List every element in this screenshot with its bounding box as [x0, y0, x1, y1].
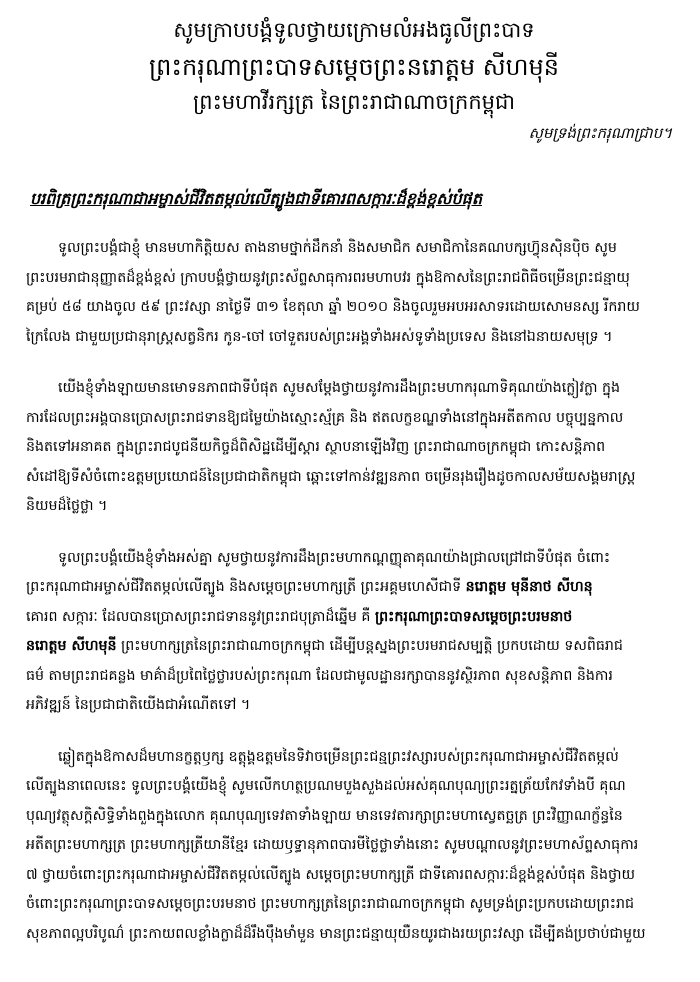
paragraph-line: បុណ្យវត្ថុសក្តិសិទ្ធិទាំងពួងក្នុងលោក គុណបុណ្យទេវតាទាំងឡាយ មានទេវតារក្សាព្រះមហាស្វេតច្ឆត្រ ព្រះវិញ្ញាណក្ខ័ន្ធនៃ: [26, 807, 623, 824]
paragraph-4: [26, 743, 682, 950]
king-royal-title: ព្រះករុណាព្រះបាទសម្តេចព្រះបរមនាថ: [374, 608, 573, 625]
salutation-line: សូមក្រាបបង្គំទូលថ្វាយក្រោមលំអងធូលីព្រះបាទ: [173, 18, 535, 42]
paragraph-line: ចំពោះព្រះករុណាព្រះបាទសម្តេចព្រះបរមនាថ ព្រះមហាក្សត្រនៃព្រះរាជាណាចក្រកម្ពុជា សូមទ្រង់ព្រះប្រកបដោយព្រះរាជ: [26, 896, 635, 912]
paragraph-line: [26, 632, 682, 662]
paragraph-line: ព្រះបរមរាជានុញ្ញាតដ៏ខ្ពង់ខ្ពស់ ក្រាបបង្គំថ្វាយនូវព្រះស័ព្ទសាធុការពរមហាបវរ ក្នុងឱកាសនៃព្រះរាជពិធីចម្រើនព្រះជន្មាយុ: [26, 269, 630, 286]
line-text: ព្រះមហាក្សត្រនៃព្រះរាជាណាចក្រកម្ពុជា ដើម្បីបន្តស្នងព្រះបរមរាជសម្បត្តិ ប្រកបដោយ ទសពិធរាជ: [121, 638, 623, 654]
closing-formula: សូមទ្រង់ព្រះករុណាជ្រាប។: [528, 124, 672, 142]
paragraph-line: ធម៌ តាមព្រះរាជគន្លង មាគ៌ាដ៏ប្រពៃថ្លៃថ្លារបស់ព្រះករុណា ដែលជាមូលដ្ឋានរក្សាបាននូវស្ថិរភាព សុខសន្តិភាព និងការ: [26, 667, 613, 684]
paragraph-line: សុខភាពល្អបរិបូណ៌ ព្រះកាយពលខ្លាំងក្លាដ៏ដ៏រឹងប៉ឹងមាំមួន មានព្រះជន្មាយុយឺនយូរជាងរយព្រះវស្សា ដើម្បីគង់ប្រថាប់ជាមួយ: [26, 925, 646, 942]
paragraph-line: លើត្បូងនាពេលនេះ ទូលព្រះបង្គំយើងខ្ញុំ សូមលើកហត្ថប្រណមបួងសួងដល់អស់គុណបុណ្យព្រះរត្នត្រ័យកែវទាំងបី គុណ: [26, 778, 626, 794]
paragraph-1: [26, 234, 682, 352]
paragraph-line: និងតទៅអនាគត ក្នុងព្រះរាជបូជនីយកិច្ចដ៏ពិសិដ្ឋដើម្បីស្តារ ស្ថាបនាឡើងវិញ ព្រះរាជាណាចក្រកម្ពុជា កោះសន្តិភាព: [26, 439, 606, 455]
paragraph-3: [26, 544, 682, 721]
paragraph-line: ទូលព្រះបង្គំជាខ្ញុំ មានមហាកិត្តិយស តាងនាមថ្នាក់ដឹកនាំ និងសមាជិក សមាជិកានៃគណបក្សហ៊្វុនស៊ិនប៉ិច សូម: [58, 240, 617, 256]
paragraph-line: សំដៅឱ្យទីសំចំពោះឧត្តមប្រយោជន៍នៃប្រជាជាតិកម្ពុជា ឆ្ពោះទៅកាន់វឌ្ឍនភាព ចម្រើនរុងរឿងដូចកាលសម័យសង្គមរាស្ត្រ: [26, 468, 636, 485]
paragraph-line: ការដែលព្រះអង្គបានប្រោសព្រះរាជទានឱ្យជម្លៃយ៉ាងស្មោះស្ម័គ្រ និង ឥតលក្ខខណ្ឌទាំងនៅក្នុងអតីតកាល បច្ចុប្បន្នកាល: [26, 409, 624, 426]
paragraph-line: និយមដ៏ថ្លៃថ្លា ។: [26, 498, 108, 514]
paragraph-line: [26, 573, 682, 603]
paragraph-line: ៧ ថ្វាយចំពោះព្រះករុណាជាអម្ចាស់ជីវិតតម្កល់លើត្បូង សម្តេចព្រះមហាក្សត្រី ជាទីគោរពសក្ការៈដ៏ខ្ពង់ខ្ពស់បំផុត និងថ្វាយ: [26, 866, 635, 883]
paragraph-2: [26, 374, 682, 522]
letter-subject: បរពិត្រព្រះករុណាជាអម្ចាស់ជីវិតតម្កល់លើត្បូងជាទីគោរពសក្ការៈដ៏ខ្ពង់ខ្ពស់បំផុត: [30, 189, 482, 208]
king-father-name: នរោត្តម មុនីនាថ សីហនុ: [465, 579, 593, 595]
paragraph-line: អតីតព្រះមហាក្សត្រ ព្រះមហាក្សត្រីយានីខ្មែរ ដោយឫទ្ធានុភាពបារមីថ្លៃថ្លាទាំងនោះ សូមបណ្តាលនូវព្រះមហាស័ព្ទសាធុការ: [26, 837, 639, 853]
king-name-line: ព្រះករុណាព្រះបាទសម្តេចព្រះនរោត្តម សីហមុនី: [149, 53, 559, 81]
paragraph-line: ក្រៃលែង ជាមួយប្រជានុរាស្ត្រសត្វនិករ កូន-ចៅ ចៅទួតរបស់ព្រះអង្គទាំងអស់ទូទាំងប្រទេស និងនៅឯនាយសមុទ្រ ។: [26, 328, 613, 345]
line-text: ព្រះករុណាជាអម្ចាស់ជីវិតតម្កល់លើត្បូង និងសម្តេចព្រះមហាក្សត្រី ព្រះអគ្គមហេសីជាទី: [26, 579, 462, 595]
letter-header: [26, 0, 682, 118]
paragraph-line: ទូលព្រះបង្គំយើងខ្ញុំទាំងអស់គ្នា សូមថ្វាយនូវការដឹងព្រះមហាកណ្តញ្ញុតាគុណយ៉ាងជ្រាលជ្រៅជាទីបំផុត ចំពោះ: [58, 549, 611, 566]
paragraph-line: [26, 603, 682, 633]
paragraph-line: ឆ្លៀតក្នុងឱកាសដ៏មហានក្ខត្តឫក្ស ឧត្តុង្គឧត្តមនៃទិវាចម្រើនព្រះជន្មព្រះវស្សារបស់ព្រះករុណាជាអម្ចាស់ជីវិតតម្កល់: [58, 748, 619, 765]
paragraph-line: គម្រប់ ៥៨ យាងចូល ៥៩ ព្រះវស្សា នាថ្ងៃទី ៣១ ខែតុលា ឆ្នាំ ២០១០ និងចូលរួមអបអរសាទរដោយសោមនស្ស រីករាយ: [26, 299, 640, 315]
paragraph-line: យើងខ្ញុំទាំងឡាយមានមោទនភាពជាទីបំផុត សូមសម្តែងថ្វាយនូវការដឹងព្រះមហាករុណាទិគុណយ៉ាងក្លៀវក្លា ក្នុង: [58, 380, 620, 396]
paragraph-line: អភិវឌ្ឍន៍ នៃប្រជាជាតិយើងជាអំណើតទៅ ។: [26, 697, 251, 713]
king-name: នរោត្តម សីហមុនី: [26, 638, 117, 654]
line-text: គោរព សក្ការៈ ដែលបានប្រោសព្រះរាជទាននូវព្រះរាជបុត្រាដ៏ឆ្នើម គឺ: [26, 608, 371, 625]
king-title-line: ព្រះមហាវីរក្សត្រ នៃព្រះរាជាណាចក្រកម្ពុជា: [193, 90, 515, 114]
